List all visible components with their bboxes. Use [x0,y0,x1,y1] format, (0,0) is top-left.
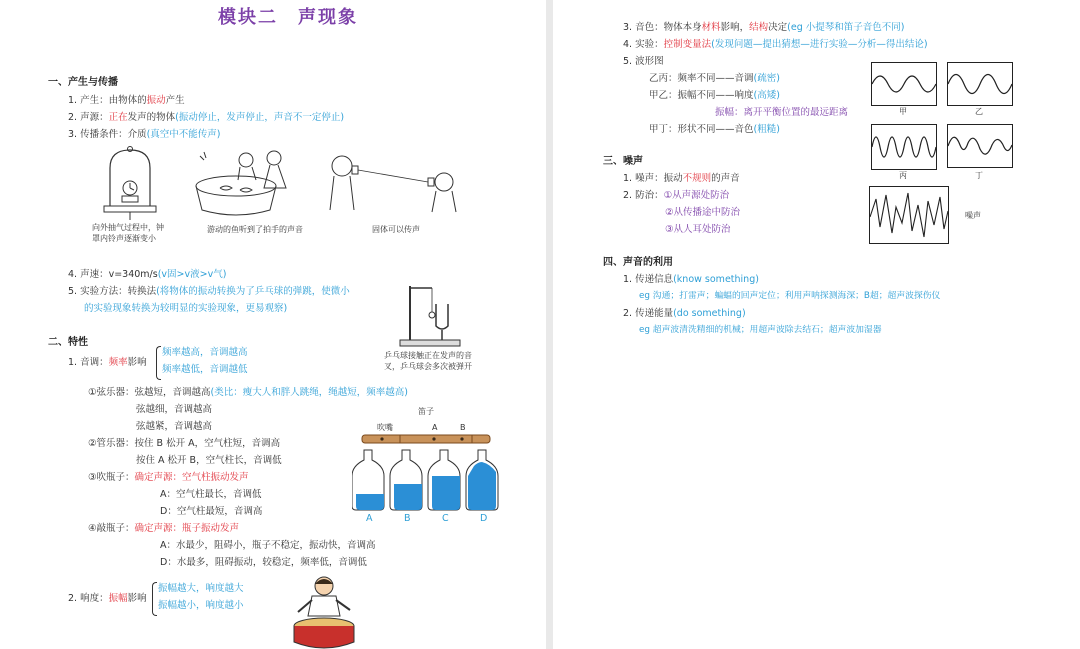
pitch-brace [156,346,161,380]
bottle-label-a: A [366,513,373,524]
wave-rule-1: 乙丙：频率不同——音调(疏密) [649,73,780,84]
item-method: 5. 实验方法：转换法(将物体的振动转换为了乒乓球的弹跳，使微小 [68,286,350,297]
fish-caption: 游动的鱼听到了拍手的声音 [207,225,303,234]
item-sound-source: 2. 声源：正在发声的物体(振动停止，发声停止，声音不一定停止) [68,112,345,123]
wave-label-jia: 甲 [899,107,907,116]
noise-control-2: ②从传播途中防治 [665,207,741,218]
item-pitch: 1. 音调：频率影响 [68,357,147,368]
item-timbre: 3. 音色：物体本身材料影响，结构决定(eg 小提琴和笛子音色不同) [623,22,905,33]
bottle-label-d: D [480,513,488,524]
section-heading-4: 四、声音的利用 [603,257,673,268]
wave-yi [947,62,1013,106]
loudness-rule-big: 振幅越大，响度越大 [158,583,244,594]
noise-label: 噪声 [965,211,981,220]
blow-rule-a: A：空气柱最长，音调低 [160,489,262,500]
solid-sound-caption: 固体可以传声 [372,225,420,234]
item-speed: 4. 声速：v=340m/s(v固>v液>v气) [68,269,227,280]
bottle-label-c: C [442,513,449,524]
item-experiment: 4. 实验：控制变量法(发现问题—提出猜想—进行实验—分析—得出结论) [623,39,928,50]
fork-caption-2: 叉，乒乓球会多次被弹开 [384,362,472,371]
amplitude-note: 振幅：离开平衡位置的最远距离 [715,107,849,118]
wave-ding [947,124,1013,168]
flute-label: 笛子 [418,407,434,416]
drummer-figure [284,574,364,649]
string-phone-figure [324,152,462,214]
wave-label-bing: 丙 [899,171,907,180]
blow-bottle: ③吹瓶子：确定声源：空气柱振动发声 [88,472,249,483]
tuning-fork-figure [398,282,478,348]
bottles-figure [352,448,502,512]
pitch-rule-high: 频率越高，音调越高 [162,347,248,358]
bell-jar-caption-2: 罩内铃声逐渐变小 [92,234,156,243]
item-noise: 1. 噪声：振动不规则的声音 [623,173,740,184]
item-source: 1. 产生：由物体的振动产生 [68,95,185,106]
hole-a-label: A [432,423,438,432]
item-propagation: 3. 传播条件：介质(真空中不能传声) [68,129,221,140]
wave-noise [869,186,949,244]
bell-jar-caption-1: 向外抽气过程中，钟 [92,223,164,232]
hole-b-label: B [460,423,466,432]
item-loudness: 2. 响度：振幅影响 [68,593,147,604]
wave-label-yi: 乙 [975,107,983,116]
wave-label-ding: 丁 [975,171,983,180]
bell-jar-figure [100,146,160,220]
hit-rule-a: A：水最少，阻碍小，瓶子不稳定，振动快，音调高 [160,540,376,551]
item-info: 1. 传递信息(know something) [623,274,759,285]
info-examples: eg 沟通；打雷声；蝙蝠的回声定位；利用声呐探测海深；B超；超声波探伤仪 [639,291,941,301]
wave-bing [871,124,937,170]
section-heading-1: 一、产生与传播 [48,77,118,88]
item-energy: 2. 传递能量(do something) [623,308,746,319]
string-rule-2: 弦越细，音调越高 [136,404,213,415]
energy-examples: eg 超声波清洗精细的机械；用超声波除去结石；超声波加湿器 [639,325,882,335]
bottle-label-b: B [404,513,411,524]
pipe-instrument: ②管乐器：按住 B 松开 A，空气柱短，音调高 [88,438,281,449]
loudness-brace [152,582,157,616]
hit-rule-d: D：水最多，阻碍振动，较稳定，频率低，音调低 [160,557,367,568]
mouthpiece-label: 吹嘴 [377,423,393,432]
wave-rule-2: 甲乙：振幅不同——响度(高矮) [649,90,780,101]
fish-tank-figure [190,148,302,218]
flute-figure [360,432,492,446]
hit-bottle: ④敲瓶子：确定声源：瓶子振动发声 [88,523,240,534]
section-heading-2: 二、特性 [48,337,88,348]
loudness-rule-small: 振幅越小，响度越小 [158,600,244,611]
wave-jia [871,62,937,106]
string-instrument: ①弦乐器：弦越短，音调越高(类比：瘦大人和胖人跳绳，绳越短，频率越高) [88,387,408,398]
pipe-rule-2: 按住 A 松开 B，空气柱长，音调低 [136,455,282,466]
page-title: 模块二 声现象 [218,7,358,28]
item-method-cont: 的实验现象转换为较明显的实验现象，更易观察) [84,303,288,314]
pitch-rule-low: 频率越低，音调越低 [162,364,248,375]
string-rule-3: 弦越紧，音调越高 [136,421,213,432]
section-heading-3: 三、噪声 [603,156,643,167]
blow-rule-d: D：空气柱最短，音调高 [160,506,263,517]
item-waveform: 5. 波形图 [623,56,664,67]
item-noise-control: 2. 防治：①从声源处防治 [623,190,730,201]
right-page [553,0,1080,649]
fork-caption-1: 乒乓球接触正在发声的音 [384,351,472,360]
noise-control-3: ③从人耳处防治 [665,224,731,235]
wave-rule-3: 甲丁：形状不同——音色(粗糙) [649,124,780,135]
